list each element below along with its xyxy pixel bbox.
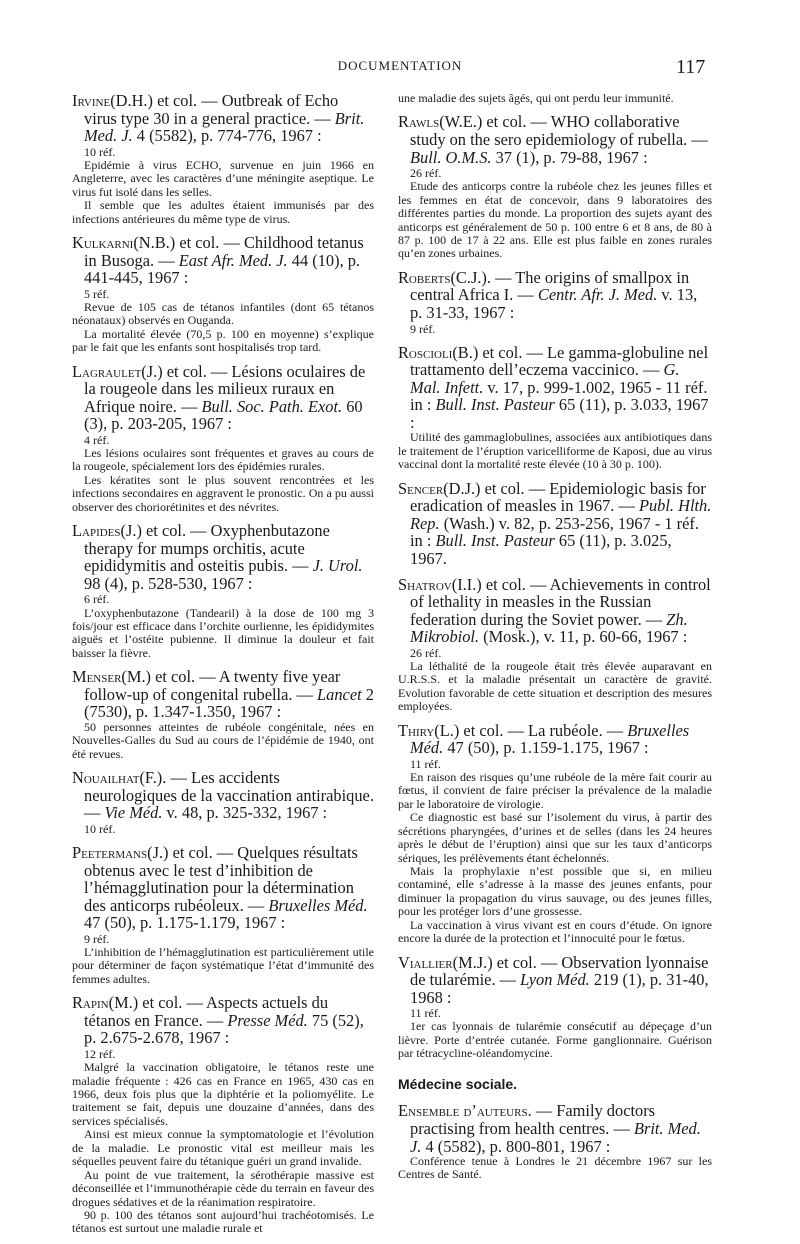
- entry-ref-count: 11 réf.: [410, 756, 441, 771]
- entry-citation: [398, 576, 712, 646]
- abstract-paragraph: une maladie des sujets âgés, qui ont perdu leur immunité.: [398, 91, 674, 105]
- entry-title: (M.) et col. — Aspects actuels du tétanos en France. —: [84, 993, 329, 1030]
- entry-title: (J.) et col. — Quelques résultats obtenus avec le test d’inhibition de l’hémagglutination pour la détermination des anticorps rubéoleux. —: [84, 843, 358, 915]
- entry-title: (W.E.) et col. — WHO collaborative study on the sero epidemiology of rubella. —: [410, 112, 708, 149]
- entry-citation: [72, 522, 374, 592]
- entry-citation: [398, 480, 712, 568]
- entry-ref-count: 10 réf.: [84, 821, 116, 836]
- entry-reference: 4 (5582), p. 800-801, 1967 :: [421, 1136, 611, 1156]
- entry-abstract: [398, 431, 712, 471]
- abstract-paragraph: La léthalité de la rougeole était très élevée auparavant en U.R.S.S. et la maladie présentait un caractère de gravité. Evolution favorable de cette situation et description des mesures employées.: [398, 658, 712, 714]
- entry-title: (D.H.) et col. — Outbreak of Echo virus type 30 in a general practice. —: [84, 91, 339, 128]
- abstract-paragraph: Malgré la vaccination obligatoire, le tétanos reste une maladie fréquente : 426 cas en France en 1965, 430 cas en 1966, deux fois plus que la diphtérie et la poliomyélite. Le traitement se fait, depuis une douzaine d’années, dans des services spécialisés.: [72, 1060, 374, 1128]
- entry-journal: Bull. Soc. Path. Exot.: [201, 396, 343, 416]
- section-heading: Médecine sociale.: [398, 1075, 518, 1092]
- entry-citation: [72, 769, 374, 822]
- entry-author: Lagraulet: [72, 361, 142, 381]
- entry-author: Rawls: [398, 112, 440, 132]
- entry-reference: 44 (10), p. 441-445, 1967 :: [84, 250, 361, 288]
- abstract-paragraph: Ce diagnostic est basé sur l’isolement du virus, à partir des sécrétions pharyngées, d’urines et de selles (dans les 24 heures après le début de l’éruption) ainsi que sur les taux d’anticorps sériques, les prélèvements étant échelonnés.: [398, 810, 712, 865]
- entry-citation: [72, 92, 374, 145]
- entry-journal: Publ. Hlth. Rep.: [410, 496, 712, 533]
- entry-citation: [398, 954, 712, 1007]
- entry-abstract: [72, 1061, 374, 1236]
- entry-title: (M.) et col. — A twenty five year follow-up of congenital rubella. —: [84, 667, 341, 704]
- bibliography-entry: [72, 769, 374, 836]
- entry-citation: [398, 269, 712, 322]
- bibliography-entry: [398, 1102, 712, 1182]
- entry-reference: 47 (50), p. 1.159-1.175, 1967 :: [443, 738, 649, 758]
- entry-journal: G. Mal. Infett.: [410, 360, 680, 397]
- entry-abstract: [398, 1155, 712, 1182]
- entry-abstract: [72, 946, 374, 986]
- entry-ref-count: 10 réf.: [84, 144, 116, 159]
- entry-ref-count: 4 réf.: [84, 432, 110, 447]
- entry-citation: [72, 234, 374, 287]
- entry-citation: [398, 722, 712, 757]
- bibliography-entry: [72, 522, 374, 660]
- entry-title: (B.) et col. — Le gamma-globuline nel trattamento dell’eczema vaccinico. —: [410, 342, 709, 380]
- bibliography-entry: [398, 954, 712, 1061]
- entry-reference: v. 48, p. 325-332, 1967 :: [162, 803, 328, 823]
- abstract-paragraph: La mortalité élevée (70,5 p. 100 en moyenne) s’explique par le fait que les enfants sont hospitalisés trop tard.: [72, 326, 374, 355]
- entry-author: Nouailhat: [72, 768, 140, 788]
- entry-journal: Centr. Afr. J. Med.: [537, 285, 658, 305]
- entry-journal: Vie Méd.: [104, 803, 163, 823]
- entry-citation: [72, 994, 374, 1047]
- abstract-paragraph: Mais la prophylaxie n’est possible que si, en milieu contaminé, elle s’adresse à la masse des jeunes enfants, pour diminuer la propagation du virus sauvage, ou des jeunes filles, pour les protéger lors d’une grossesse.: [398, 863, 712, 919]
- entry-author: Lapides: [72, 521, 121, 541]
- bibliography-entry: [398, 576, 712, 714]
- entry-abstract: [72, 607, 374, 661]
- entry-title: (N.B.) et col. — Childhood tetanus in Busoga. —: [84, 233, 364, 270]
- entry-title: . — Family doctors practising from health centres. —: [410, 1101, 656, 1138]
- bibliography-entry: [72, 844, 374, 986]
- abstract-paragraph: Les lésions oculaires sont fréquentes et graves au cours de la rougeole, spécialement lors des épidémies rurales.: [72, 445, 374, 474]
- entry-abstract: [72, 447, 374, 514]
- bibliography-entry: [72, 994, 374, 1236]
- abstract-paragraph: Ainsi est mieux connue la symptomatologie et l’évolution de la maladie. Le pronostic vital est meilleur mais les séquelles peuvent faire du tétanique guéri un grand invalide.: [72, 1127, 374, 1169]
- entry-reference: v. 17, p. 999-1.002, 1965 - 11 réf. in :: [410, 377, 708, 415]
- entry-author: Menser: [72, 667, 122, 687]
- entry-title: (F.). — Les accidents neurologiques de la vaccination antirabique. —: [84, 768, 374, 823]
- entry-journal: Lancet: [317, 684, 362, 704]
- entry-reference: 98 (4), p. 528-530, 1967 :: [84, 573, 253, 593]
- entry-citation: [72, 363, 374, 433]
- abstract-paragraph: Utilité des gammaglobulines, associées aux antibiotiques dans le traitement de l’éruption varicelliforme de Kaposi, due au virus vaccinal dont la mortalité reste élevée (10 à 30 p. 100).: [398, 430, 712, 472]
- entry-reference: v. 13, p. 31-33, 1967 :: [410, 285, 698, 322]
- entry-journal: Brit. Med. J.: [410, 1118, 701, 1156]
- bibliography-entry: [398, 722, 712, 946]
- running-title: DOCUMENTATION: [337, 58, 463, 73]
- entry-reference: 60 (3), p. 203-205, 1967 :: [84, 396, 363, 434]
- left-column: [72, 92, 374, 1244]
- entry-journal: Bruxelles Méd.: [410, 720, 690, 758]
- entry-reference: 2 (7530), p. 1.347-1.350, 1967 :: [84, 684, 374, 722]
- bibliography-entry: [72, 363, 374, 515]
- abstract-paragraph: Au point de vue traitement, la sérothérapie massive est déconseillée et l’immunothérapie cède du terrain en faveur des drogues sédatives et de la réanimation respiratoire.: [72, 1167, 374, 1209]
- entry-citation: [72, 844, 374, 932]
- entry-author: Shatrov: [398, 574, 452, 594]
- entry-journal: Bruxelles Méd.: [268, 895, 368, 915]
- entry-title: (D.J.) et col. — Epidemiologic basis for eradication of measles in 1967. —: [410, 478, 706, 516]
- entry-ref-count: 5 réf.: [84, 286, 110, 301]
- entry-reference: 47 (50), p. 1.175-1.179, 1967 :: [84, 913, 286, 933]
- bibliography-entry: [72, 234, 374, 355]
- entry-author: Viallier: [398, 952, 453, 972]
- entry-abstract: [72, 301, 374, 355]
- entry-author: Peetermans: [72, 843, 148, 863]
- entry-author: Rapin: [72, 993, 109, 1013]
- entry-author: Ensemble d’auteurs: [398, 1101, 528, 1121]
- abstract-paragraph: Etude des anticorps contre la rubéole chez les jeunes filles et les femmes en état de concevoir, dans 9 laboratoires des différentes parties du monde. La proportion des sujets ayant des anticorps est généralement de 50 p. 100 entre 6 et 8 ans, de 80 à 87 p. 100 de 17 à 22 ans. Elle est plus faible en zones rurales qu’en zones urbaines.: [398, 179, 712, 261]
- entry-abstract: [398, 1020, 712, 1060]
- entry-reference: 75 (52), p. 2.675-2.678, 1967 :: [84, 1010, 364, 1048]
- entry-reference: 4 (5582), p. 774-776, 1967 :: [132, 126, 322, 146]
- entry-journal: Zh. Mikrobiol.: [410, 609, 688, 647]
- continued-abstract: [398, 92, 712, 105]
- section-entries: [398, 1102, 712, 1182]
- entry-abstract: [72, 721, 374, 761]
- entry-ref-count: 12 réf.: [84, 1046, 116, 1061]
- entry-author: Sencer: [398, 478, 444, 498]
- entry-author: Thiry: [398, 720, 435, 740]
- abstract-paragraph: En raison des risques qu’une rubéole de la mère fait courir au fœtus, il convient de faire préciser la prévalence de la maladie par le laboratoire de virologie.: [398, 769, 712, 811]
- entry-reference: (Mosk.), v. 11, p. 60-66, 1967 :: [479, 627, 688, 647]
- abstract-paragraph: 50 personnes atteintes de rubéole congénitale, nées en Nouvelles-Galles du Sud au cours de l’épidémie de 1940, ont été revues.: [72, 719, 374, 761]
- entry-title: (C.J.). — The origins of smallpox in central Africa I. —: [410, 267, 690, 305]
- bibliography-entry: [72, 92, 374, 226]
- entry-journal: Presse Méd.: [227, 1010, 308, 1030]
- entry-ref-count: 6 réf.: [84, 592, 110, 607]
- right-entries: [398, 113, 712, 1060]
- entry-citation: [398, 344, 712, 432]
- entry-journal: Lyon Méd.: [520, 970, 590, 990]
- entry-citation: [398, 1102, 712, 1155]
- abstract-paragraph: L’oxyphenbutazone (Tandearil) à la dose de 100 mg 3 fois/jour est efficace dans l’orchite ourlienne, les épididymites aiguës et l’ostéite pubienne. Il diminue la douleur et fait baisser la fièvre.: [72, 605, 374, 660]
- entry-abstract: [398, 660, 712, 714]
- entry-ref-count: 11 réf.: [410, 1006, 441, 1021]
- entry-ref-count: 26 réf.: [410, 645, 442, 660]
- entry-abstract: [72, 159, 374, 226]
- bibliography-entry: [398, 344, 712, 472]
- entry-reference: 65 (11), p. 3.033, 1967 :: [410, 395, 709, 432]
- entry-title: (J.) et col. — Oxyphenbutazone therapy for mumps orchitis, acute epididymitis and osteitis pubis. —: [84, 521, 330, 576]
- abstract-paragraph: Epidémie à virus ECHO, survenue en juin 1966 en Angleterre, avec les caractères d’une méningite aseptique. Le virus fut isolé dans les selles.: [72, 157, 374, 199]
- entry-title: (M.J.) et col. — Observation lyonnaise de tularémie. —: [410, 952, 709, 990]
- entry-ref-count: 9 réf.: [410, 321, 436, 336]
- abstract-paragraph: La vaccination à virus vivant est en cours d’étude. On ignore encore la durée de la protection et l’innocuité pour le fœtus.: [398, 917, 712, 946]
- entry-title: (J.) et col. — Lésions oculaires de la rougeole dans les milieux ruraux en Afrique noire. —: [84, 361, 366, 416]
- entry-title: (L.) et col. — La rubéole. —: [434, 720, 628, 740]
- entry-author: Irvine: [72, 91, 111, 110]
- entry-citation: [398, 113, 712, 166]
- right-column: [398, 92, 712, 1190]
- abstract-paragraph: Les kératites sont le plus souvent rencontrées et les infections secondaires en aggravent le pronostic. On a pu aussi observer des choriorétinites et des névrites.: [72, 472, 374, 514]
- entry-ref-count: 26 réf.: [410, 166, 442, 181]
- abstract-paragraph: 90 p. 100 des tétanos sont aujourd’hui trachéotomisés. Le tétanos est surtout une maladie rurale et: [72, 1207, 374, 1236]
- bibliography-entry: [398, 113, 712, 260]
- bibliography-entry: [398, 480, 712, 568]
- entry-journal: Bull. O.M.S.: [410, 147, 492, 167]
- bibliography-entry: [72, 668, 374, 761]
- running-head: [0, 56, 800, 80]
- entry-journal: Brit. Med. J.: [84, 108, 365, 146]
- entry-reference: 65 (11), p. 3.025, 1967.: [410, 531, 672, 568]
- entry-title: (I.I.) et col. — Achievements in control of lethality in measles in the Russian federation during the Soviet power. —: [410, 574, 711, 629]
- entry-abstract: [398, 771, 712, 946]
- entry-reference: 219 (1), p. 31-40, 1968 :: [410, 970, 709, 1007]
- entry-abstract: [398, 180, 712, 261]
- entry-author: Roscioli: [398, 342, 453, 362]
- entry-journal: Bull. Inst. Pasteur: [435, 395, 555, 415]
- page-number: 117: [676, 56, 706, 78]
- entry-journal: East Afr. Med. J.: [178, 250, 288, 270]
- entry-reference: 37 (1), p. 79-88, 1967 :: [491, 147, 648, 167]
- entry-journal: Bull. Inst. Pasteur: [435, 531, 555, 551]
- entry-citation: [72, 668, 374, 721]
- abstract-paragraph: Revue de 105 cas de tétanos infantiles (dont 65 tétanos néonataux) observés en Ouganda.: [72, 299, 374, 328]
- abstract-paragraph: Il semble que les adultes étaient immunisés par des infections antérieures du même type de virus.: [72, 198, 374, 226]
- entry-reference: (Wash.) v. 82, p. 253-256, 1967 - 1 réf. in :: [410, 513, 699, 551]
- entry-author: Roberts: [398, 267, 451, 287]
- bibliography-entry: [398, 269, 712, 336]
- entry-author: Kulkarni: [72, 233, 134, 253]
- entry-journal: J. Urol.: [312, 556, 363, 576]
- abstract-paragraph: L’inhibition de l’hémagglutination est particulièrement utile pour déterminer de façon systématique l’état d’immunité des femmes adultes.: [72, 944, 374, 986]
- entry-ref-count: 9 réf.: [84, 931, 110, 946]
- abstract-paragraph: Conférence tenue à Londres le 21 décembre 1967 sur les Centres de Santé.: [398, 1154, 712, 1182]
- abstract-paragraph: 1er cas lyonnais de tularémie consécutif au dépeçage d’un lièvre. Porte d’entrée cutanée. Forme ganglionnaire. Guérison par tétracycline-oléandomycine.: [398, 1019, 712, 1061]
